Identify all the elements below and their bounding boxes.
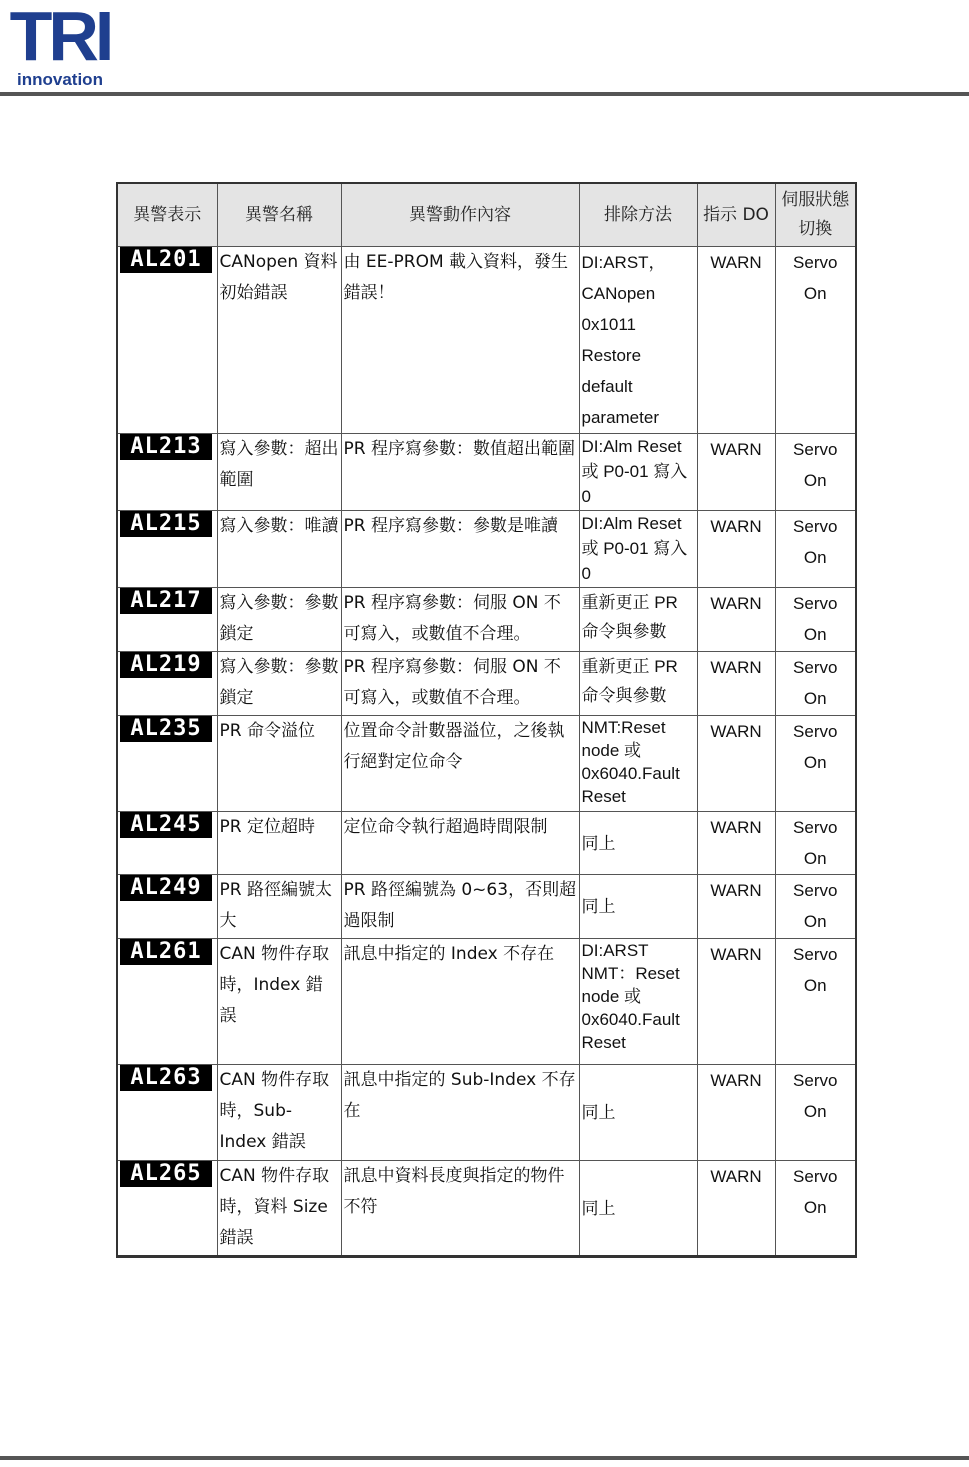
alarm-code-display: AL245	[120, 812, 212, 838]
alarm-remedy: 重新更正 PR 命令與參數	[579, 652, 697, 716]
alarm-remedy: NMT:Reset node 或 0x6040.Fault Reset	[579, 716, 697, 812]
alarm-name: PR 定位超時	[217, 812, 341, 875]
alarm-name: 寫入參數：唯讀	[217, 511, 341, 588]
alarm-action: 由 EE-PROM 載入資料，發生錯誤！	[341, 247, 579, 434]
alarm-action: 定位命令執行超過時間限制	[341, 812, 579, 875]
alarm-code-cell	[117, 1161, 217, 1257]
alarm-remedy: DI:Alm Reset 或 P0-01 寫入 0	[579, 434, 697, 511]
alarm-action: PR 程序寫參數：伺服 ON 不可寫入，或數值不合理。	[341, 652, 579, 716]
alarm-remedy: 同上	[579, 1161, 697, 1257]
table-row	[117, 511, 856, 588]
alarm-do: WARN	[697, 652, 775, 716]
table-row	[117, 1065, 856, 1161]
alarm-code-cell	[117, 434, 217, 511]
logo-mark: TRI	[9, 0, 111, 75]
alarm-remedy: DI:ARST NMT：Reset node 或 0x6040.Fault Reset	[579, 939, 697, 1065]
footer-rule	[0, 1456, 969, 1460]
alarm-action: 訊息中資料長度與指定的物件不符	[341, 1161, 579, 1257]
header-rule	[0, 92, 969, 96]
alarm-servo-state: Servo On	[775, 1161, 856, 1257]
table-row	[117, 875, 856, 939]
alarm-name: CAN 物件存取時，資料 Size 錯誤	[217, 1161, 341, 1257]
alarm-code-cell	[117, 716, 217, 812]
table-header-row	[117, 183, 856, 247]
alarm-action: PR 路徑編號為 0~63，否則超過限制	[341, 875, 579, 939]
alarm-code-display: AL215	[120, 511, 212, 537]
alarm-do: WARN	[697, 247, 775, 434]
logo-subtitle: innovation	[17, 70, 103, 89]
alarm-remedy: DI:Alm Reset 或 P0-01 寫入 0	[579, 511, 697, 588]
alarm-code-cell	[117, 247, 217, 434]
table-row	[117, 247, 856, 434]
alarm-action: PR 程序寫參數：伺服 ON 不可寫入，或數值不合理。	[341, 588, 579, 652]
table-row	[117, 812, 856, 875]
company-logo	[2, 2, 118, 90]
alarm-code-display: AL219	[120, 652, 212, 678]
header-servo-state: 伺服狀態 切換	[775, 183, 856, 247]
alarm-servo-state: Servo On	[775, 511, 856, 588]
alarm-code-cell	[117, 875, 217, 939]
alarm-name: CAN 物件存取時，Index 錯誤	[217, 939, 341, 1065]
alarm-code-cell	[117, 652, 217, 716]
alarm-code-cell	[117, 939, 217, 1065]
header-alarm-name: 異警名稱	[217, 183, 341, 247]
alarm-remedy: DI:ARST， CANopen 0x1011 Restore default parameter	[579, 247, 697, 434]
alarm-servo-state: Servo On	[775, 716, 856, 812]
header-alarm-action: 異警動作內容	[341, 183, 579, 247]
table-row	[117, 652, 856, 716]
alarm-code-display: AL213	[120, 434, 212, 460]
table-row	[117, 716, 856, 812]
alarm-action: PR 程序寫參數：數值超出範圍	[341, 434, 579, 511]
table-row	[117, 434, 856, 511]
alarm-servo-state: Servo On	[775, 812, 856, 875]
alarm-name: PR 路徑編號太大	[217, 875, 341, 939]
alarm-servo-state: Servo On	[775, 588, 856, 652]
alarm-do: WARN	[697, 875, 775, 939]
alarm-servo-state: Servo On	[775, 1065, 856, 1161]
alarm-name: CANopen 資料初始錯誤	[217, 247, 341, 434]
alarm-action: 位置命令計數器溢位，之後執行絕對定位命令	[341, 716, 579, 812]
alarm-code-display: AL261	[120, 939, 212, 965]
alarm-servo-state: Servo On	[775, 875, 856, 939]
alarm-servo-state: Servo On	[775, 652, 856, 716]
alarm-do: WARN	[697, 1065, 775, 1161]
alarm-do: WARN	[697, 716, 775, 812]
alarm-action: PR 程序寫參數：參數是唯讀	[341, 511, 579, 588]
alarm-do: WARN	[697, 939, 775, 1065]
header-alarm-display: 異警表示	[117, 183, 217, 247]
alarm-remedy: 同上	[579, 1065, 697, 1161]
alarm-servo-state: Servo On	[775, 434, 856, 511]
table-row	[117, 1161, 856, 1257]
alarm-code-cell	[117, 1065, 217, 1161]
alarm-do: WARN	[697, 588, 775, 652]
alarm-remedy: 同上	[579, 875, 697, 939]
alarm-name: CAN 物件存取時，Sub-Index 錯誤	[217, 1065, 341, 1161]
alarm-code-display: AL201	[120, 247, 212, 273]
alarm-name: 寫入參數：參數鎖定	[217, 588, 341, 652]
alarm-remedy: 同上	[579, 812, 697, 875]
alarm-servo-state: Servo On	[775, 939, 856, 1065]
alarm-name: 寫入參數：參數鎖定	[217, 652, 341, 716]
alarm-do: WARN	[697, 1161, 775, 1257]
alarm-code-cell	[117, 588, 217, 652]
alarm-action: 訊息中指定的 Index 不存在	[341, 939, 579, 1065]
header-do: 指示 DO	[697, 183, 775, 247]
alarm-name: PR 命令溢位	[217, 716, 341, 812]
alarm-remedy: 重新更正 PR 命令與參數	[579, 588, 697, 652]
alarm-code-display: AL217	[120, 588, 212, 614]
alarm-action: 訊息中指定的 Sub-Index 不存在	[341, 1065, 579, 1161]
alarm-code-display: AL263	[120, 1065, 212, 1091]
alarm-servo-state: Servo On	[775, 247, 856, 434]
alarm-table	[116, 182, 857, 1258]
alarm-code-cell	[117, 511, 217, 588]
alarm-do: WARN	[697, 511, 775, 588]
table-row	[117, 588, 856, 652]
table-row	[117, 939, 856, 1065]
alarm-do: WARN	[697, 434, 775, 511]
alarm-code-cell	[117, 812, 217, 875]
alarm-code-display: AL265	[120, 1161, 212, 1187]
alarm-do: WARN	[697, 812, 775, 875]
alarm-name: 寫入參數：超出範圍	[217, 434, 341, 511]
alarm-code-display: AL235	[120, 716, 212, 742]
alarm-code-display: AL249	[120, 875, 212, 901]
header-remedy: 排除方法	[579, 183, 697, 247]
